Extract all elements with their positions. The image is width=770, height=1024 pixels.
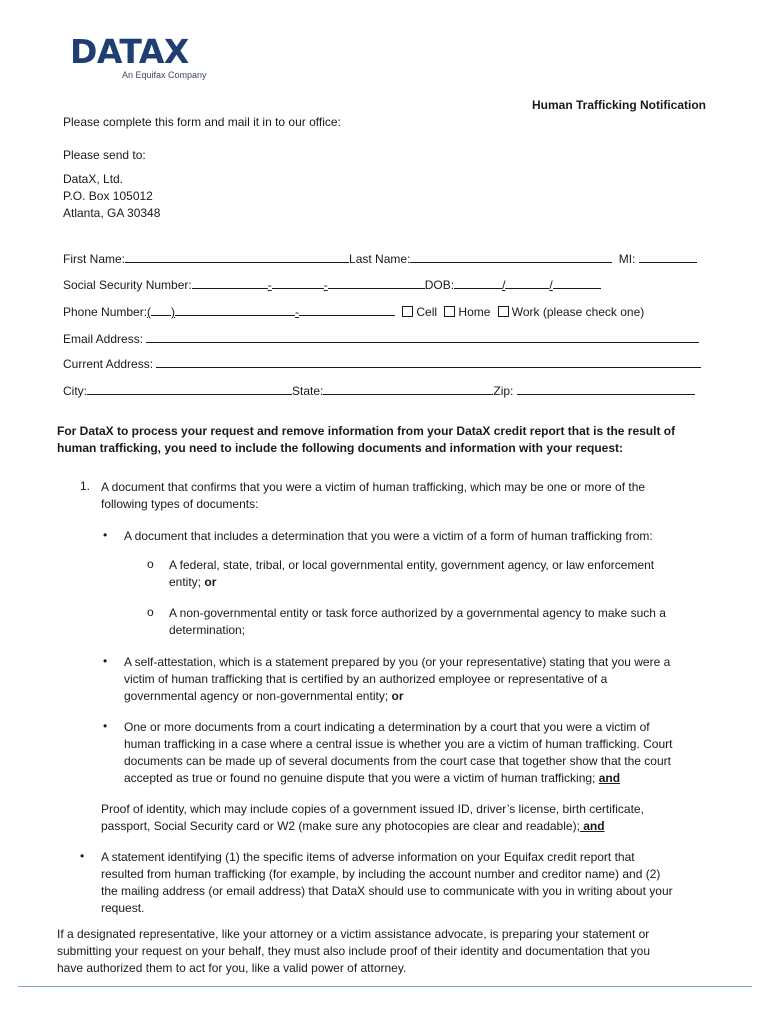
cell-checkbox[interactable]: [402, 306, 413, 317]
ssn-part-1-field[interactable]: [192, 276, 268, 289]
bullet-circle-icon: o: [147, 557, 154, 571]
phone-prefix-field[interactable]: [175, 303, 295, 316]
cell-label: Cell: [416, 305, 438, 319]
city-label: City:: [63, 384, 87, 398]
state-field[interactable]: [323, 382, 493, 395]
mi-field[interactable]: [639, 250, 697, 263]
dob-year-field[interactable]: [553, 276, 601, 289]
instructions-heading-line-1: For DataX to process your request and remove information from your DataX credit report that is the result of: [57, 424, 676, 438]
instructions-heading-line-2: human trafficking, you need to include the following documents and information with your request:: [57, 441, 624, 455]
bullet-b-line-3: governmental agency or non-governmental entity; or: [124, 689, 404, 703]
ssn-part-2-field[interactable]: [272, 276, 324, 289]
state-label: State:: [292, 384, 324, 398]
document-title: Human Trafficking Notification: [531, 98, 706, 112]
sub-a2-line-1: A non-governmental entity or task force authorized by a governmental agency to make such a: [169, 606, 666, 620]
ssn-row: [63, 276, 601, 292]
ssn-label: Social Security Number:: [63, 278, 192, 292]
city-field[interactable]: [87, 382, 292, 395]
bullet-disc-icon: •: [103, 719, 108, 733]
address-line-2: P.O. Box 105012: [63, 189, 153, 203]
bullet-disc-icon: •: [80, 849, 85, 863]
home-checkbox[interactable]: [444, 306, 455, 317]
work-label: Work (please check one): [511, 305, 645, 319]
statement-line-1: A statement identifying (1) the specific items of adverse information on your Equifax credit report that: [101, 850, 635, 864]
phone-paren-open: (: [147, 305, 152, 319]
zip-label: Zip:: [493, 384, 514, 398]
zip-field[interactable]: [517, 382, 695, 395]
bullet-c-line-1: One or more documents from a court indicating a determination by a court that you were a victim of: [124, 720, 650, 734]
current-address-field[interactable]: [156, 355, 701, 368]
phone-area-code-field[interactable]: [151, 303, 171, 316]
dob-label: DOB:: [424, 278, 455, 292]
address-line-1: DataX, Ltd.: [63, 172, 124, 186]
mi-label: MI:: [618, 252, 636, 266]
bullet-disc-icon: •: [103, 654, 108, 668]
bullet-a-text: A document that includes a determination that you were a victim of a form of human trafficking from:: [124, 529, 653, 543]
ssn-dash-2: -: [323, 278, 328, 292]
representative-line-1: If a designated representative, like your attorney or a victim assistance advocate, is preparing your statement or: [57, 927, 650, 941]
logo-wordmark: DATAX: [70, 32, 189, 71]
bullet-c-line-3: documents can be made up of several documents from the court case that together show that the court: [124, 754, 671, 768]
city-state-zip-row: [63, 382, 695, 398]
email-label: Email Address:: [63, 332, 144, 346]
sub-a1-line-2: entity; or: [169, 575, 217, 589]
email-field[interactable]: [146, 330, 699, 343]
statement-line-4: request.: [101, 901, 145, 915]
bullet-b-line-2: victim of human trafficking that is certified by an authorized employee or representative of a: [124, 672, 608, 686]
footer-rule: [18, 986, 752, 987]
last-name-label: Last Name:: [349, 252, 411, 266]
intro-text: Please complete this form and mail it in to our office:: [63, 115, 341, 129]
dob-month-field[interactable]: [454, 276, 502, 289]
current-address-row: [63, 355, 701, 371]
statement-line-2: resulted from human trafficking (for example, by including the account number and creditor name) and (2): [101, 867, 661, 881]
phone-line-field[interactable]: [299, 303, 395, 316]
datax-logo: [70, 34, 220, 80]
item-1-number: 1.: [80, 479, 91, 493]
first-name-field[interactable]: [125, 250, 349, 263]
bullet-c-line-4: accepted as true or found no genuine dispute that you were a victim of human trafficking; and: [124, 771, 621, 785]
home-label: Home: [458, 305, 491, 319]
sub-a2-line-2: determination;: [169, 623, 246, 637]
bullet-c-line-2: human trafficking in a case where a central issue is whether you are a victim of human trafficking. Court: [124, 737, 673, 751]
current-address-label: Current Address:: [63, 357, 154, 371]
phone-label: Phone Number:: [63, 305, 148, 319]
dob-day-field[interactable]: [505, 276, 549, 289]
phone-row: [63, 303, 644, 319]
item-1-line-2: following types of documents:: [101, 497, 259, 511]
name-row: [63, 250, 697, 266]
dob-slash-2: /: [549, 278, 553, 292]
first-name-label: First Name:: [63, 252, 126, 266]
item-1-line-1: A document that confirms that you were a victim of human trafficking, which may be one or more of the: [101, 480, 646, 494]
bullet-b-line-1: A self-attestation, which is a statement prepared by you (or your representative) stating that you were a: [124, 655, 671, 669]
last-name-field[interactable]: [410, 250, 612, 263]
ssn-dash-1: -: [267, 278, 272, 292]
work-checkbox[interactable]: [498, 306, 509, 317]
email-row: [63, 330, 699, 346]
address-line-3: Atlanta, GA 30348: [63, 206, 161, 220]
ssn-part-3-field[interactable]: [328, 276, 425, 289]
statement-line-3: the mailing address (or email address) that DataX should use to communicate with you in writing about your: [101, 884, 673, 898]
proof-line-2: passport, Social Security card or W2 (make sure any photocopies are clear and readable); and: [101, 819, 605, 833]
representative-line-2: submitting your request on your behalf, they must also include proof of their identity and documentation that you: [57, 944, 651, 958]
logo-tagline: An Equifax Company: [122, 70, 207, 80]
phone-dash: -: [295, 305, 300, 319]
bullet-circle-icon: o: [147, 605, 154, 619]
dob-slash-1: /: [502, 278, 506, 292]
send-to-label: Please send to:: [63, 148, 146, 162]
phone-paren-close: ): [171, 305, 176, 319]
representative-line-3: have authorized them to act for you, like a valid power of attorney.: [57, 961, 407, 975]
proof-line-1: Proof of identity, which may include copies of a government issued ID, driver’s license, birth certificate,: [101, 802, 644, 816]
sub-a1-line-1: A federal, state, tribal, or local governmental entity, government agency, or law enforcement: [169, 558, 655, 572]
bullet-disc-icon: •: [103, 528, 108, 542]
